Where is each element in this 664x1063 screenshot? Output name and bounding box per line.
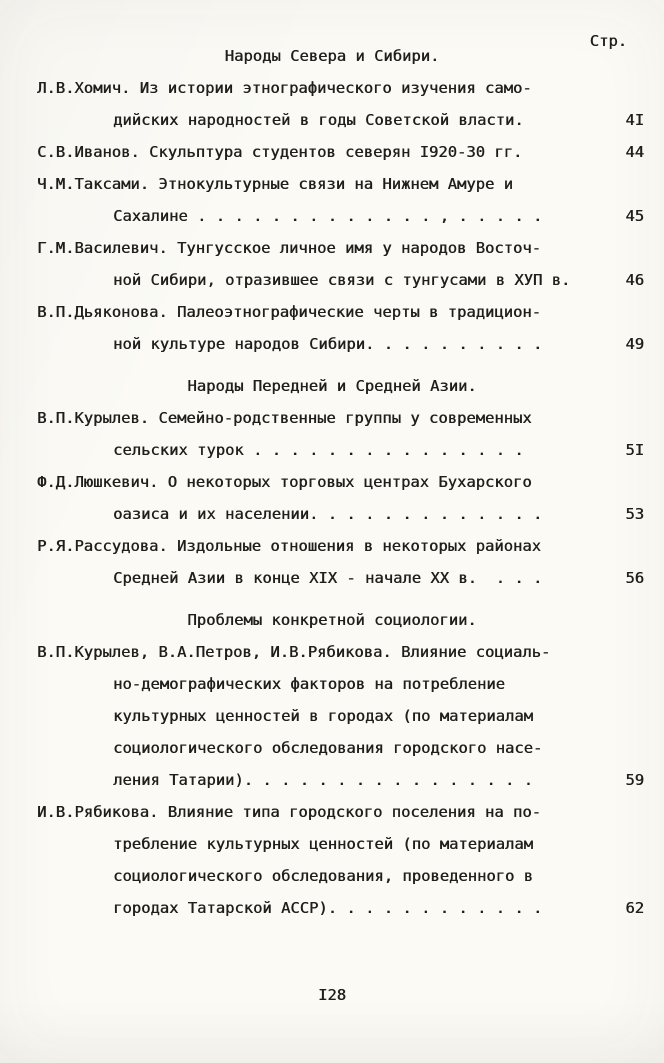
toc-entry-line — [0, 796, 664, 828]
toc-entry-line — [0, 264, 664, 296]
entry-text: Ф.Д.Люшкевич. О некоторых торговых центрах Бухарского — [37, 473, 532, 491]
entry-text: Р.Я.Рассудова. Издольные отношения в некоторых районах — [37, 537, 541, 555]
toc-entry-line — [0, 562, 664, 594]
page-number — [610, 796, 644, 828]
page-number: 49 — [625, 335, 644, 353]
page-number: 4I — [625, 111, 644, 129]
entry-text: Г.М.Василевич. Тунгусское личное имя у народов Восточ- — [37, 239, 541, 257]
page-number: 5I — [625, 441, 644, 459]
entry-text: городах Татарской АССР). . . . . . . . . . . . — [113, 899, 543, 917]
toc-entry-line — [0, 732, 664, 764]
toc-entry-line — [0, 296, 664, 328]
toc-entry-line — [0, 828, 664, 860]
toc-entry-line — [0, 700, 664, 732]
entry-text: В.П.Дьяконова. Палеоэтнографические черты в традицион- — [37, 303, 541, 321]
page-number: 44 — [625, 143, 644, 161]
page-number — [610, 860, 644, 892]
page-number: 46 — [625, 271, 644, 289]
page-number — [610, 296, 644, 328]
page-number: 56 — [625, 569, 644, 587]
entry-text: В.П.Курылев. Семейно-родственные группы у современных — [37, 409, 532, 427]
page-number — [610, 72, 644, 104]
toc-entry-line — [0, 136, 664, 168]
page-number: 59 — [625, 771, 644, 789]
entry-text: социологического обследования городского насе- — [113, 739, 543, 757]
entry-text: Ч.М.Таксами. Этнокультурные связи на Нижнем Амуре и — [37, 175, 513, 193]
page-number — [610, 466, 644, 498]
page-column-header: Стр. — [589, 32, 627, 50]
toc-entry-line — [0, 402, 664, 434]
page-number: 45 — [625, 207, 644, 225]
toc-entry-line — [0, 892, 664, 924]
entry-text: оазиса и их населении. . . . . . . . . . . . . — [113, 505, 543, 523]
page-number — [610, 636, 644, 668]
toc-entry-line — [0, 498, 664, 530]
toc-entry-line — [0, 104, 664, 136]
entry-text: но-демографических факторов на потребление — [113, 675, 505, 693]
page-number — [610, 700, 644, 732]
entry-text: ной Сибири, отразившее связи с тунгусами в ХУП в. — [113, 271, 571, 289]
footer-page-number: I28 — [318, 986, 346, 1004]
entry-text: требление культурных ценностей (по материалам — [113, 835, 533, 853]
entry-text: ной культуре народов Сибири. . . . . . . . . . — [113, 335, 543, 353]
entry-text: В.П.Курылев, В.А.Петров, И.В.Рябикова. Влияние социаль- — [37, 643, 551, 661]
entry-text: Сахалине . . . . . . . . . . . . . , . . . . . — [113, 207, 543, 225]
entry-text: Средней Азии в конце XIX - начале XX в. . . . — [113, 569, 543, 587]
toc-entry-line — [0, 466, 664, 498]
entry-text: Л.В.Хомич. Из истории этнографического изучения само- — [37, 79, 532, 97]
toc-entry-line — [0, 530, 664, 562]
toc-entry-line — [0, 668, 664, 700]
toc-entry-line — [0, 168, 664, 200]
entry-text: культурных ценностей в городах (по материалам — [113, 707, 533, 725]
entry-text: социологического обследования, проведенного в — [113, 867, 533, 885]
toc-entry-line — [0, 328, 664, 360]
page-number — [610, 668, 644, 700]
entry-text: сельских турок . . . . . . . . . . . . . . . — [113, 441, 524, 459]
section-heading: Народы Севера и Сибири. — [224, 47, 440, 65]
entry-text: дийских народностей в годы Советской власти. — [113, 111, 524, 129]
toc-entry-line — [0, 72, 664, 104]
entry-text: И.В.Рябикова. Влияние типа городского поселения на по- — [37, 803, 541, 821]
page-number: 62 — [625, 899, 644, 917]
page-number — [610, 232, 644, 264]
entry-text: ления Татарии). . . . . . . . . . . . . . . . — [113, 771, 533, 789]
page-number — [610, 732, 644, 764]
toc-entry-line — [0, 232, 664, 264]
section-heading: Проблемы конкретной социологии. — [187, 611, 477, 629]
page-number — [610, 530, 644, 562]
toc-entry-line — [0, 636, 664, 668]
toc-entry-line — [0, 764, 664, 796]
page-number — [610, 402, 644, 434]
toc-entry-line — [0, 860, 664, 892]
page-number: 53 — [625, 505, 644, 523]
page-number — [610, 168, 644, 200]
toc-entry-line — [0, 200, 664, 232]
page-number — [610, 828, 644, 860]
toc-entry-line — [0, 434, 664, 466]
section-heading: Народы Передней и Средней Азии. — [187, 377, 477, 395]
entry-text: С.В.Иванов. Скульптура студентов северян I920-30 гг. — [37, 143, 523, 161]
